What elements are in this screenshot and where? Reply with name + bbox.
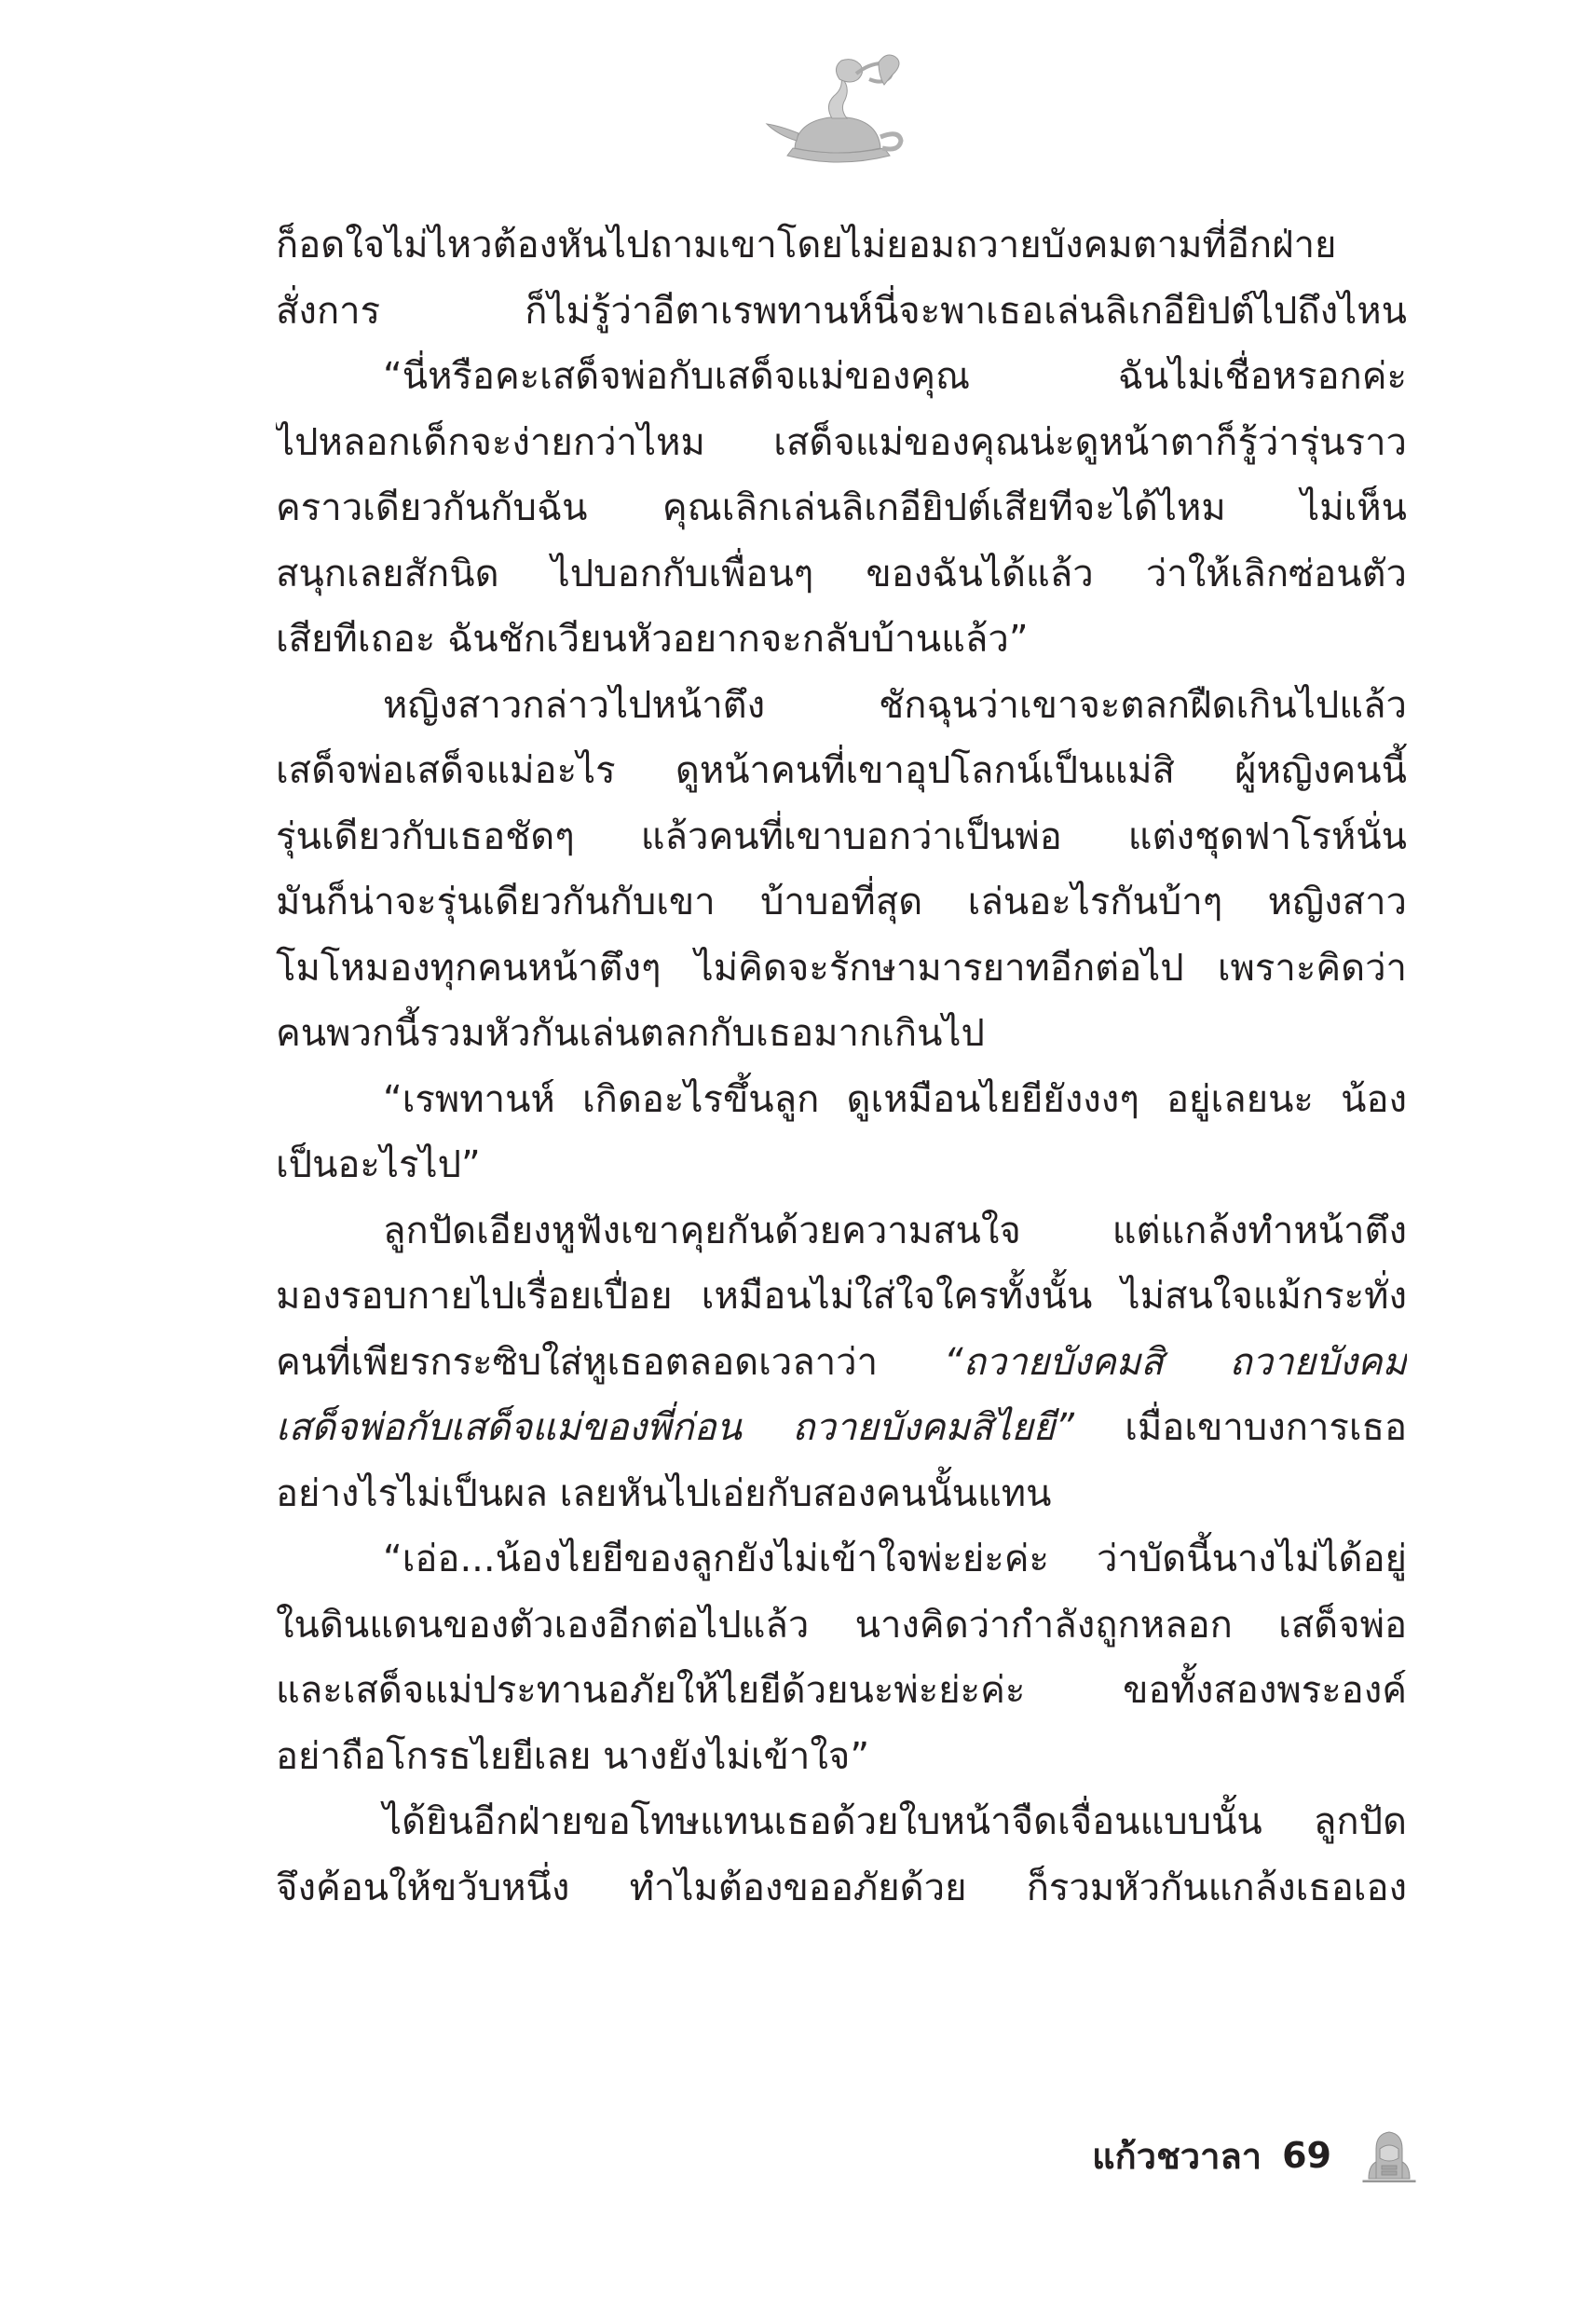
genie-lamp-ornament xyxy=(759,51,918,172)
text-line: เสียทีเถอะ ฉันชักเวียนหัวอยากจะกลับบ้านแล้ว” xyxy=(276,618,1029,661)
page-footer xyxy=(1092,2127,1419,2183)
text-line: คนพวกนี้รวมหัวกันเล่นตลกกับเธอมากเกินไป xyxy=(276,1012,985,1055)
text-line: รุ่นเดียวกับเธอชัดๆ แล้วคนที่เขาบอกว่าเป็นพ่อ แต่งชุดฟาโรห์นั่น xyxy=(276,814,1407,858)
text-line: อย่าถือโกรธไยยีเลย นางยังไม่เข้าใจ” xyxy=(276,1734,870,1778)
text-line: อย่างไรไม่เป็นผล เลยหันไปเอ่ยกับสองคนนั้นแทน xyxy=(276,1471,1052,1515)
text-line: เป็นอะไรไป” xyxy=(276,1143,481,1186)
italic-quote: “ถวายบังคมสิ ถวายบังคม xyxy=(943,1340,1407,1384)
text-segment: เมื่อเขาบงการเธอ xyxy=(1074,1406,1407,1449)
italic-quote: เสด็จพ่อกับเสด็จแม่ของพี่ก่อน ถวายบังคมสิไยยี” xyxy=(276,1406,1075,1449)
text-line: “นี่หรือคะเสด็จพ่อกับเสด็จแม่ของคุณ ฉันไม่เชื่อหรอกค่ะ xyxy=(383,355,1407,398)
text-line: “เรพทานห์ เกิดอะไรขึ้นลูก ดูเหมือนไยยียังงงๆ อยู่เลยนะ น้อง xyxy=(383,1077,1407,1121)
text-line: ในดินแดนของตัวเองอีกต่อไปแล้ว นางคิดว่ากำลังถูกหลอก เสด็จพ่อ xyxy=(276,1603,1407,1647)
text-line: เสด็จพ่อเสด็จแม่อะไร ดูหน้าคนที่เขาอุปโลกน์เป็นแม่สิ ผู้หญิงคนนี้ xyxy=(276,749,1407,792)
text-line: หญิงสาวกล่าวไปหน้าตึง ชักฉุนว่าเขาจะตลกฝืดเกินไปแล้ว xyxy=(383,683,1407,727)
book-title: แก้วชวาลา xyxy=(1092,2135,1262,2177)
text-line: จึงค้อนให้ขวับหนึ่ง ทำไมต้องขออภัยด้วย ก็รวมหัวกันแกล้งเธอเอง xyxy=(276,1866,1407,1909)
body-text xyxy=(276,212,1407,1921)
text-line: และเสด็จแม่ประทานอภัยให้ไยยีด้วยนะพ่ะย่ะค่ะ ขอทั้งสองพระองค์ xyxy=(276,1669,1407,1712)
text-line-mixed xyxy=(276,1395,1407,1461)
text-line: ลูกปัดเอียงหูฟังเขาคุยกันด้วยความสนใจ แต่แกล้งทำหน้าตึง xyxy=(383,1209,1407,1252)
text-line: สั่งการ ก็ไม่รู้ว่าอีตาเรพทานห์นี่จะพาเธอเล่นลิเกอียิปต์ไปถึงไหน xyxy=(276,289,1407,333)
text-line: โมโหมองทุกคนหน้าตึงๆ ไม่คิดจะรักษามารยาทอีกต่อไป เพราะคิดว่า xyxy=(276,946,1407,990)
text-line: มันก็น่าจะรุ่นเดียวกันกับเขา บ้าบอที่สุด เล่นอะไรกันบ้าๆ หญิงสาว xyxy=(276,881,1407,923)
text-line: “เอ่อ...น้องไยยีของลูกยังไม่เข้าใจพ่ะย่ะค่ะ ว่าบัดนี้นางไม่ได้อยู่ xyxy=(383,1538,1407,1580)
text-line: ก็อดใจไม่ไหวต้องหันไปถามเขาโดยไม่ยอมถวายบังคมตามที่อีกฝ่าย xyxy=(276,224,1337,267)
text-line: มองรอบกายไปเรื่อยเปื่อย เหมือนไม่ใส่ใจใครทั้งนั้น ไม่สนใจแม้กระทั่ง xyxy=(276,1275,1407,1318)
text-line: ได้ยินอีกฝ่ายขอโทษแทนเธอด้วยใบหน้าจืดเจื่อนแบบนั้น ลูกปัด xyxy=(383,1800,1407,1843)
text-segment: คนที่เพียรกระซิบใส่หูเธอตลอดเวลาว่า xyxy=(276,1340,944,1384)
text-line: คราวเดียวกันกับฉัน คุณเลิกเล่นลิเกอียิปต์เสียทีจะได้ไหม ไม่เห็น xyxy=(276,486,1407,529)
text-line: สนุกเลยสักนิด ไปบอกกับเพื่อนๆ ของฉันได้แล้ว ว่าให้เลิกซ่อนตัว xyxy=(276,552,1407,595)
text-line: ไปหลอกเด็กจะง่ายกว่าไหม เสด็จแม่ของคุณน่ะดูหน้าตาก็รู้ว่ารุ่นราว xyxy=(276,420,1407,464)
sphinx-icon xyxy=(1359,2128,1419,2182)
text-line-mixed xyxy=(276,1330,1407,1396)
page-number: 69 xyxy=(1282,2135,1331,2176)
